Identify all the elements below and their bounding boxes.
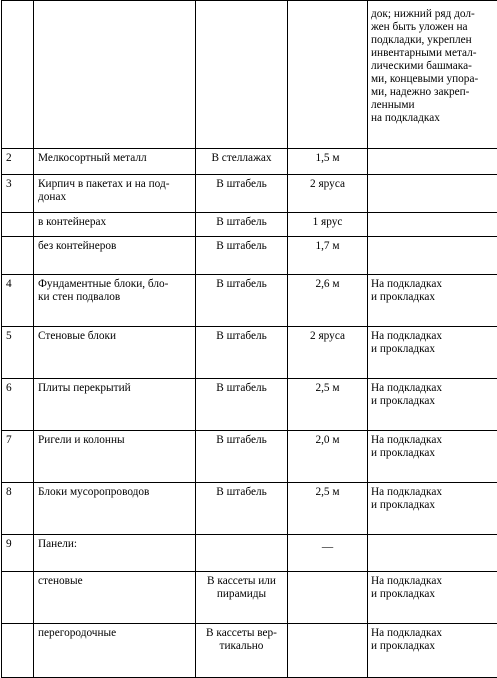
row-number: 9	[2, 535, 34, 572]
storage-height: 1,5 м	[288, 149, 368, 175]
material-name: Блоки мусоропроводов	[34, 483, 196, 535]
storage-method: В кассеты или пирамиды	[196, 572, 288, 624]
storage-height	[288, 535, 368, 572]
storage-note: На подкладках и прокладках	[368, 275, 497, 327]
storage-note: док; нижний ряд дол- жен быть уложен на подкладки, укреплен инвентарными метал- лическими башмака- ми, концевыми упора- ми, надежно закреп- ленными на подкладках	[368, 1, 497, 149]
material-name: Ригели и колонны	[34, 431, 196, 483]
storage-height	[288, 572, 368, 624]
storage-height: 2 яруса	[288, 175, 368, 213]
storage-height: 2,5 м	[288, 483, 368, 535]
storage-note	[368, 149, 497, 175]
storage-note	[368, 175, 497, 213]
material-name: Мелкосортный металл	[34, 149, 196, 175]
storage-height: 2,6 м	[288, 275, 368, 327]
storage-note: На подкладках и прокладках	[368, 483, 497, 535]
storage-note: На подкладках и прокладках	[368, 379, 497, 431]
material-name: в контейнерах	[34, 213, 196, 237]
table-row	[2, 379, 497, 431]
row-number: 5	[2, 327, 34, 379]
material-name: Кирпич в пакетах и на под- донах	[34, 175, 196, 213]
dash-mark: —	[322, 541, 333, 554]
table-row	[2, 175, 497, 213]
table-row	[2, 483, 497, 535]
storage-note: На подкладках и прокладках	[368, 327, 497, 379]
storage-method: В штабель	[196, 275, 288, 327]
storage-table	[1, 0, 497, 678]
row-number	[2, 624, 34, 678]
table-row	[2, 624, 497, 678]
material-name: Плиты перекрытий	[34, 379, 196, 431]
row-number	[2, 237, 34, 275]
storage-height: 1 ярус	[288, 213, 368, 237]
material-name: Фундаментные блоки, бло- ки стен подвалов	[34, 275, 196, 327]
storage-method: В стеллажах	[196, 149, 288, 175]
row-number: 2	[2, 149, 34, 175]
storage-method	[196, 1, 288, 149]
material-name: перегородочные	[34, 624, 196, 678]
table-row	[2, 237, 497, 275]
storage-note	[368, 535, 497, 572]
row-number	[2, 213, 34, 237]
material-name	[34, 1, 196, 149]
table-row	[2, 213, 497, 237]
storage-height: 2,0 м	[288, 431, 368, 483]
storage-method: В штабель	[196, 379, 288, 431]
storage-note: На подкладках и прокладках	[368, 572, 497, 624]
storage-height: 2,5 м	[288, 379, 368, 431]
storage-method: В штабель	[196, 483, 288, 535]
storage-method: В штабель	[196, 431, 288, 483]
table-row	[2, 535, 497, 572]
storage-note: На подкладках и прокладках	[368, 624, 497, 678]
row-number: 3	[2, 175, 34, 213]
material-name: Панели:	[34, 535, 196, 572]
storage-height: 2 яруса	[288, 327, 368, 379]
table-row	[2, 149, 497, 175]
storage-method: В штабель	[196, 175, 288, 213]
storage-note	[368, 237, 497, 275]
storage-note: На подкладках и прокладках	[368, 431, 497, 483]
material-name: стеновые	[34, 572, 196, 624]
row-number	[2, 1, 34, 149]
material-name: Стеновые блоки	[34, 327, 196, 379]
table-row	[2, 327, 497, 379]
table-row	[2, 1, 497, 149]
storage-height	[288, 1, 368, 149]
storage-method: В штабель	[196, 327, 288, 379]
storage-method: В штабель	[196, 237, 288, 275]
table-row	[2, 275, 497, 327]
storage-height	[288, 624, 368, 678]
row-number: 4	[2, 275, 34, 327]
storage-method	[196, 535, 288, 572]
row-number: 8	[2, 483, 34, 535]
row-number: 6	[2, 379, 34, 431]
storage-height: 1,7 м	[288, 237, 368, 275]
storage-note	[368, 213, 497, 237]
row-number	[2, 572, 34, 624]
storage-method: В кассеты вер- тикально	[196, 624, 288, 678]
material-name: без контейнеров	[34, 237, 196, 275]
row-number: 7	[2, 431, 34, 483]
storage-method: В штабель	[196, 213, 288, 237]
table-row	[2, 431, 497, 483]
table-row	[2, 572, 497, 624]
